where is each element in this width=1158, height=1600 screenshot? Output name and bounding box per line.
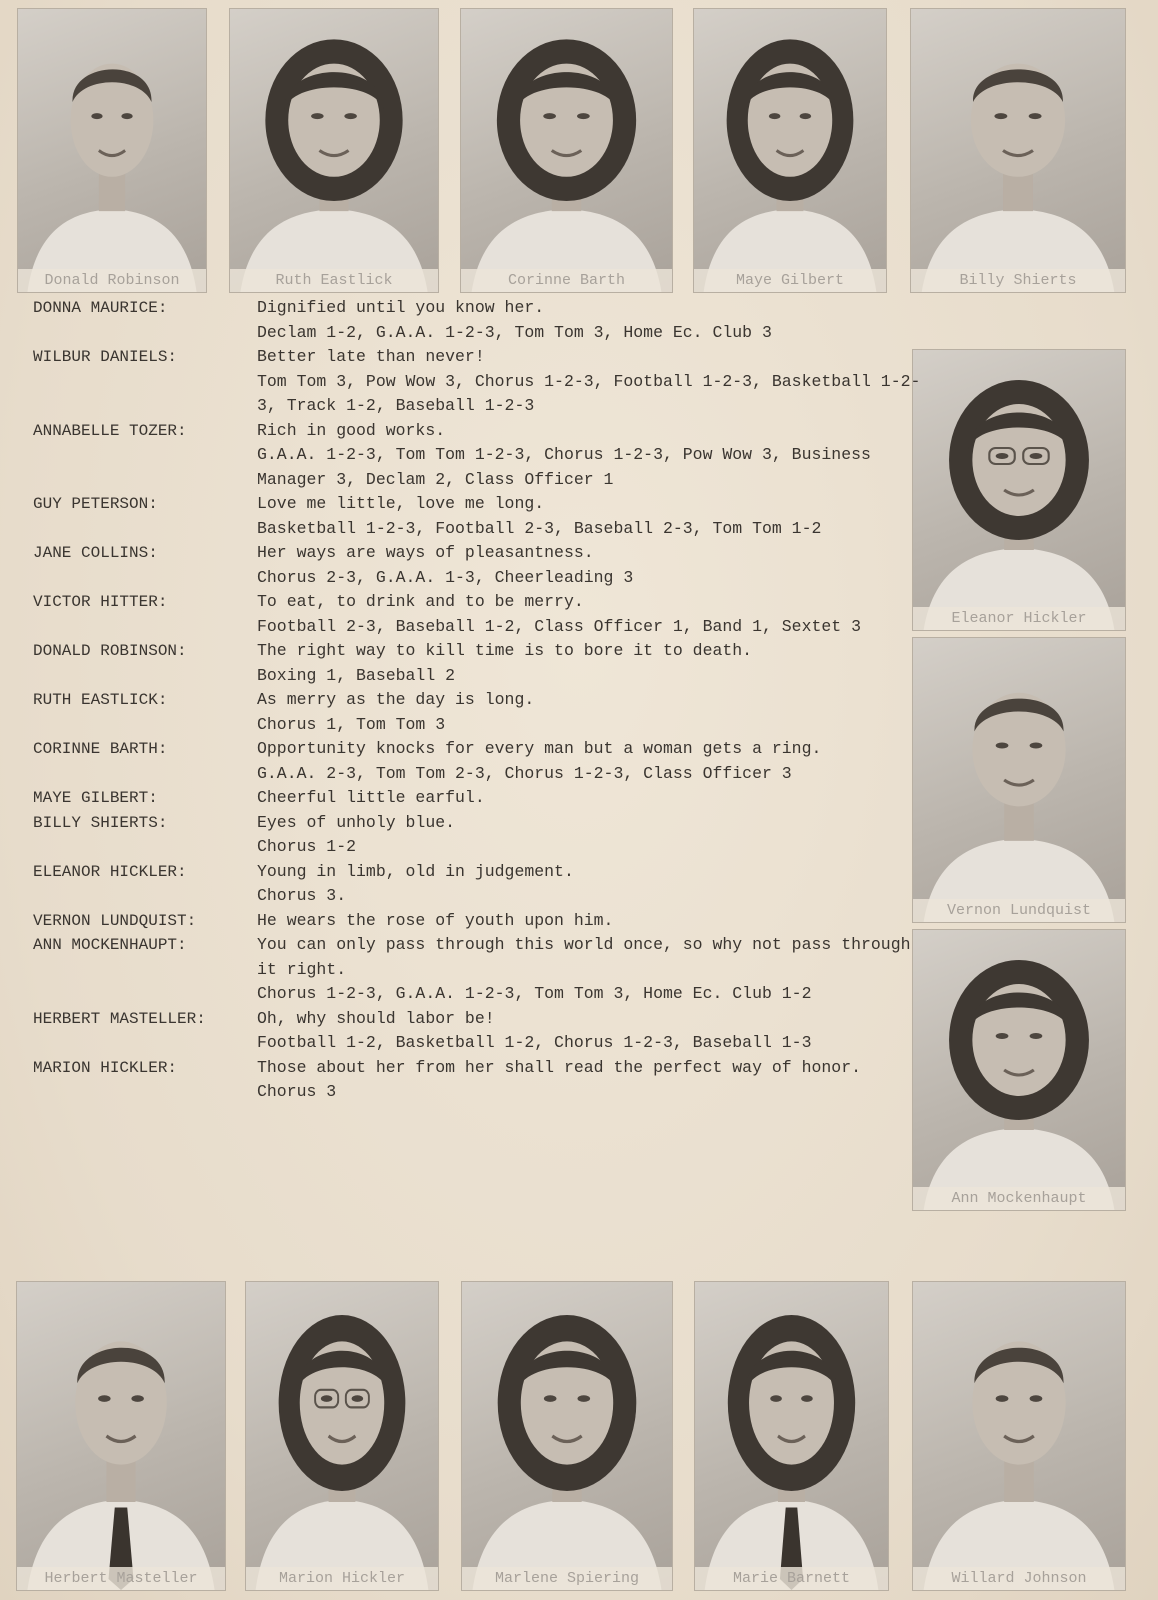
senior-entry [33, 688, 923, 737]
photo-caption: Billy Shierts [911, 269, 1125, 292]
student-motto: Those about her from her shall read the perfect way of honor. [257, 1057, 861, 1077]
student-activities: G.A.A. 1-2-3, Tom Tom 1-2-3, Chorus 1-2-3, Pow Wow 3, Business Manager 3, Declam 2, Class Officer 1 [257, 445, 871, 489]
senior-entry [33, 860, 923, 909]
student-motto: To eat, to drink and to be merry. [257, 592, 584, 611]
student-motto: As merry as the day is long. [257, 690, 535, 709]
senior-entry [33, 1007, 923, 1056]
senior-entry [33, 811, 923, 860]
student-name: JANE COLLINS: [33, 544, 158, 562]
student-motto: Oh, why should labor be! [257, 1008, 495, 1028]
student-motto: Eyes of unholy blue. [257, 812, 456, 832]
student-name: DONALD ROBINSON: [33, 642, 187, 660]
portrait-photo [461, 9, 672, 292]
student-activities: G.A.A. 2-3, Tom Tom 2-3, Chorus 1-2-3, Class Officer 3 [257, 763, 792, 783]
student-name: CORINNE BARTH: [33, 740, 168, 758]
student-name: HERBERT MASTELLER: [33, 1009, 206, 1028]
student-name: ANNABELLE TOZER: [33, 421, 187, 440]
student-motto: Opportunity knocks for every man but a woman gets a ring. [257, 739, 822, 758]
portrait-image [18, 9, 206, 292]
portrait-photo [913, 1282, 1125, 1590]
portrait-image [913, 930, 1125, 1210]
photo-caption: Maye Gilbert [694, 269, 886, 292]
senior-entry [33, 909, 923, 934]
student-activities: Declam 1-2, G.A.A. 1-2-3, Tom Tom 3, Home Ec. Club 3 [257, 322, 772, 342]
student-name: GUY PETERSON: [33, 495, 158, 513]
student-activities: Chorus 3. [257, 886, 347, 905]
portrait-photo [913, 350, 1125, 630]
senior-entry [33, 296, 923, 345]
student-motto: He wears the rose of youth upon him. [257, 910, 614, 930]
portrait-image [913, 638, 1125, 922]
student-activities: Football 2-3, Baseball 1-2, Class Officer 1, Band 1, Sextet 3 [257, 616, 861, 636]
portrait-photo [230, 9, 438, 292]
portrait-photo [913, 930, 1125, 1210]
portrait-image [694, 9, 886, 292]
student-activities: Boxing 1, Baseball 2 [257, 665, 456, 685]
photo-caption: Ann Mockenhaupt [913, 1187, 1125, 1210]
student-name: VERNON LUNDQUIST: [33, 911, 197, 930]
photo-caption: Marie Barnett [695, 1567, 888, 1590]
student-name: ELEANOR HICKLER: [33, 862, 187, 881]
student-motto: Love me little, love me long. [257, 494, 545, 513]
portrait-photo [695, 1282, 888, 1590]
senior-entry [33, 345, 923, 419]
portrait-image [17, 1282, 225, 1590]
portrait-photo [18, 9, 206, 292]
portrait-image [695, 1282, 888, 1590]
senior-entries [33, 296, 923, 1105]
student-motto: Cheerful little earful. [257, 788, 485, 807]
student-name: ANN MOCKENHAUPT: [33, 936, 187, 954]
senior-entry [33, 786, 923, 811]
student-name: BILLY SHIERTS: [33, 813, 168, 832]
portrait-photo [462, 1282, 672, 1590]
portrait-photo [911, 9, 1125, 292]
student-name: MAYE GILBERT: [33, 789, 158, 807]
student-motto: The right way to kill time is to bore it to death. [257, 641, 753, 660]
photo-caption: Eleanor Hickler [913, 607, 1125, 630]
portrait-image [462, 1282, 672, 1590]
portrait-image [911, 9, 1125, 292]
portrait-image [246, 1282, 438, 1590]
senior-entry [33, 590, 923, 639]
portrait-photo [913, 638, 1125, 922]
photo-caption: Donald Robinson [18, 269, 206, 292]
student-activities: Tom Tom 3, Pow Wow 3, Chorus 1-2-3, Football 1-2-3, Basketball 1-2-3, Track 1-2, Baseball 1-2-3 [257, 371, 921, 415]
portrait-photo [694, 9, 886, 292]
student-activities: Chorus 1, Tom Tom 3 [257, 714, 446, 734]
portrait-image [913, 350, 1125, 630]
portrait-photo [246, 1282, 438, 1590]
senior-entry [33, 492, 923, 541]
student-activities: Chorus 1-2-3, G.A.A. 1-2-3, Tom Tom 3, Home Ec. Club 1-2 [257, 984, 812, 1003]
portrait-image [461, 9, 672, 292]
senior-entry [33, 639, 923, 688]
student-motto: Rich in good works. [257, 420, 446, 440]
student-name: WILBUR DANIELS: [33, 348, 178, 366]
student-activities: Chorus 1-2 [257, 837, 357, 856]
student-motto: You can only pass through this world once, so why not pass through it right. [257, 935, 911, 979]
student-activities: Chorus 2-3, G.A.A. 1-3, Cheerleading 3 [257, 567, 634, 587]
student-name: MARION HICKLER: [33, 1058, 178, 1077]
photo-caption: Corinne Barth [461, 269, 672, 292]
photo-caption: Marion Hickler [246, 1567, 438, 1590]
student-motto: Dignified until you know her. [257, 298, 545, 317]
senior-entry [33, 419, 923, 493]
portrait-image [913, 1282, 1125, 1590]
student-name: DONNA MAURICE: [33, 299, 168, 317]
student-motto: Her ways are ways of pleasantness. [257, 543, 594, 562]
student-motto: Young in limb, old in judgement. [257, 861, 574, 881]
student-motto: Better late than never! [257, 347, 485, 366]
student-activities: Basketball 1-2-3, Football 2-3, Baseball 2-3, Tom Tom 1-2 [257, 518, 822, 538]
student-name: VICTOR HITTER: [33, 593, 168, 611]
photo-caption: Vernon Lundquist [913, 899, 1125, 922]
photo-caption: Herbert Masteller [17, 1567, 225, 1590]
photo-caption: Ruth Eastlick [230, 269, 438, 292]
student-activities: Chorus 3 [257, 1082, 337, 1101]
senior-entry [33, 737, 923, 786]
senior-entry [33, 541, 923, 590]
portrait-image [230, 9, 438, 292]
student-activities: Football 1-2, Basketball 1-2, Chorus 1-2-3, Baseball 1-3 [257, 1033, 812, 1052]
senior-entry [33, 933, 923, 1007]
photo-caption: Marlene Spiering [462, 1567, 672, 1590]
student-name: RUTH EASTLICK: [33, 691, 168, 709]
portrait-photo [17, 1282, 225, 1590]
senior-entry [33, 1056, 923, 1105]
photo-caption: Willard Johnson [913, 1567, 1125, 1590]
